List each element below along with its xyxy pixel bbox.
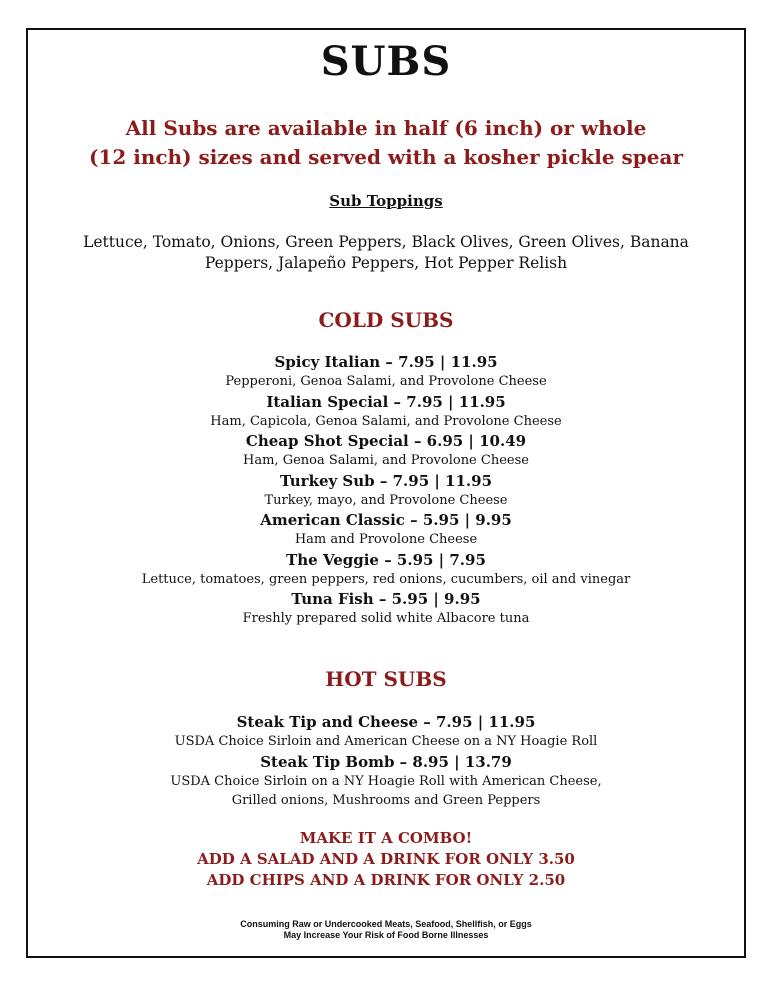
disclaimer-line: May Increase Your Risk of Food Borne Illnesses — [283, 930, 489, 940]
menu-item-name: Turkey Sub – 7.95 | 11.95 — [279, 471, 493, 490]
cold-subs-list — [28, 352, 744, 629]
hot-subs-heading: HOT SUBS — [325, 667, 447, 691]
combo-line: ADD A SALAD AND A DRINK FOR ONLY 3.50 — [197, 850, 575, 868]
size-info-line: All Subs are available in half (6 inch) or whole — [125, 116, 647, 140]
menu-item — [28, 712, 744, 752]
toppings-line: Lettuce, Tomato, Onions, Green Peppers, Black Olives, Green Olives, Banana — [83, 233, 689, 251]
size-info — [28, 114, 744, 172]
menu-item-name: Steak Tip Bomb – 8.95 | 13.79 — [260, 752, 512, 771]
combo-line: ADD CHIPS AND A DRINK FOR ONLY 2.50 — [206, 871, 566, 889]
menu-item-name: American Classic – 5.95 | 9.95 — [260, 511, 512, 529]
menu-item-description: Lettuce, tomatoes, green peppers, red onions, cucumbers, oil and vinegar — [141, 571, 631, 587]
menu-item-description: Grilled onions, Mushrooms and Green Peppers — [231, 793, 541, 808]
toppings-heading: Sub Toppings — [329, 192, 443, 210]
menu-item-description: Turkey, mayo, and Provolone Cheese — [264, 492, 508, 508]
menu-item-name: Italian Special – 7.95 | 11.95 — [266, 392, 506, 411]
health-disclaimer — [28, 919, 744, 941]
menu-item-description: Ham, Genoa Salami, and Provolone Cheese — [243, 453, 529, 468]
menu-item-name: Spicy Italian – 7.95 | 11.95 — [274, 353, 498, 371]
size-info-line: (12 inch) sizes and served with a kosher pickle spear — [88, 145, 684, 169]
menu-item — [28, 550, 744, 590]
menu-item-name: Steak Tip and Cheese – 7.95 | 11.95 — [236, 713, 536, 731]
toppings-list — [28, 232, 744, 274]
menu-item-description: USDA Choice Sirloin on a NY Hoagie Roll with American Cheese, — [170, 773, 602, 789]
menu-item-description: Ham, Capicola, Genoa Salami, and Provolone Cheese — [210, 413, 562, 429]
menu-item — [28, 589, 744, 629]
hot-subs-list — [28, 712, 744, 811]
menu-item — [28, 392, 744, 432]
toppings-line: Peppers, Jalapeño Peppers, Hot Pepper Relish — [204, 254, 568, 272]
menu-item-name: The Veggie – 5.95 | 7.95 — [286, 550, 486, 569]
menu-item-description: Ham and Provolone Cheese — [294, 532, 478, 547]
combo-offer — [28, 828, 744, 891]
menu-item-description: Freshly prepared solid white Albacore tuna — [242, 611, 530, 626]
menu-item — [28, 352, 744, 392]
page-title: SUBS — [320, 38, 452, 85]
menu-page-frame — [26, 28, 746, 958]
menu-item-name: Cheap Shot Special – 6.95 | 10.49 — [245, 432, 527, 450]
menu-item-description: Pepperoni, Genoa Salami, and Provolone Cheese — [225, 374, 547, 389]
menu-item — [28, 471, 744, 511]
menu-item-name: Tuna Fish – 5.95 | 9.95 — [291, 590, 481, 608]
menu-item — [28, 431, 744, 471]
combo-line: MAKE IT A COMBO! — [299, 829, 473, 847]
menu-item — [28, 510, 744, 550]
menu-item — [28, 752, 744, 811]
disclaimer-line: Consuming Raw or Undercooked Meats, Seafood, Shellfish, or Eggs — [240, 919, 532, 929]
menu-item-description: USDA Choice Sirloin and American Cheese on a NY Hoagie Roll — [174, 734, 598, 749]
cold-subs-heading: COLD SUBS — [318, 308, 454, 332]
